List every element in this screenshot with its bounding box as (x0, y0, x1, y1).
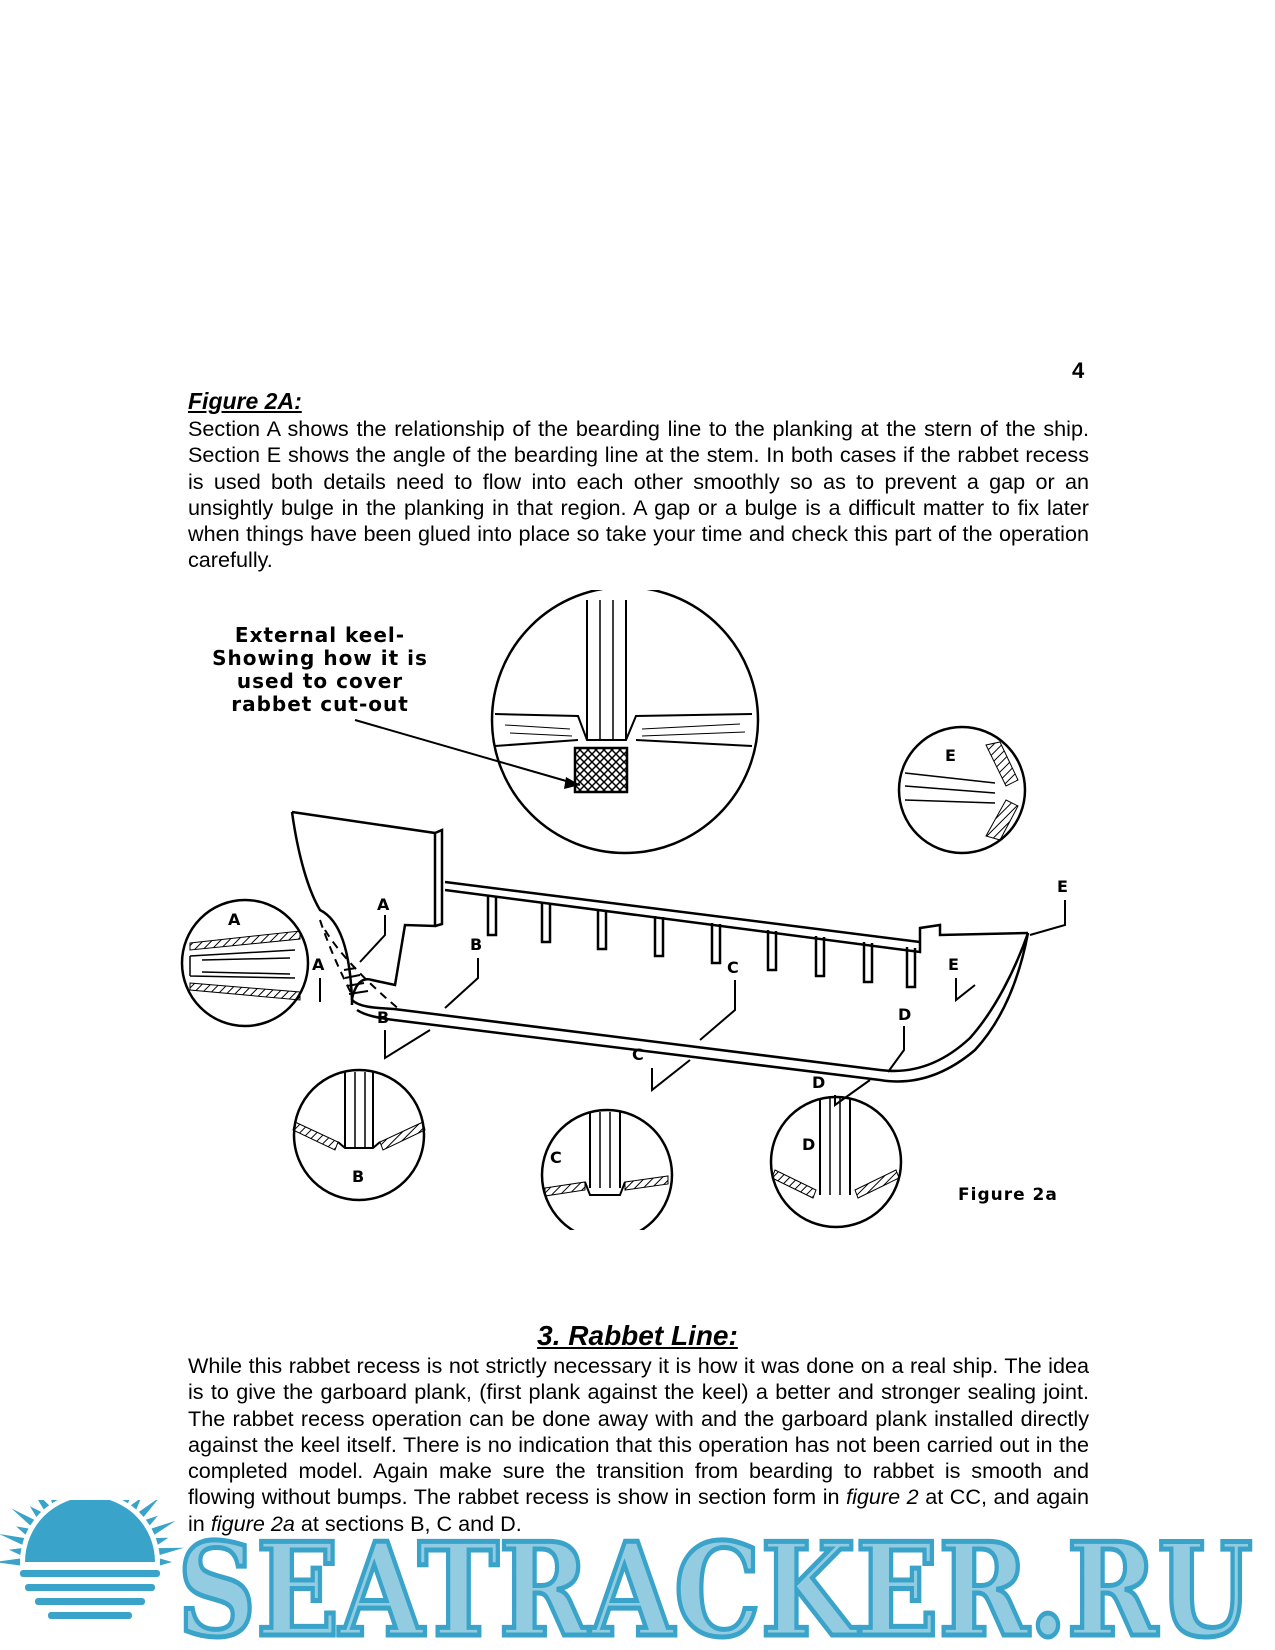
section-d-detail-circle (771, 1097, 901, 1227)
sun-ray (160, 1559, 172, 1566)
label-c-hull: C (727, 958, 739, 977)
section-b-detail-circle (293, 1070, 425, 1200)
label-c-circle: C (550, 1148, 562, 1167)
figure-heading: Figure 2A: (188, 388, 302, 414)
figure-caption: Figure 2a (958, 1185, 1058, 1205)
sun-ray (16, 1526, 28, 1534)
callout-line-2: Showing how it is (212, 646, 428, 670)
label-d-circle: D (802, 1135, 816, 1154)
label-a-left: A (312, 955, 325, 974)
paragraph-rabbet-text-3: at sections B, C and D. (294, 1510, 522, 1536)
figure-2-reference: figure 2 (846, 1484, 919, 1510)
sun-ray (9, 1548, 22, 1555)
callout-line-3: used to cover (236, 669, 404, 693)
label-d-below: D (812, 1073, 826, 1092)
paragraph-figure-2a-description: Section A shows the relationship of the bearding line to the planking at the stern of the ship. Section E shows the angle of the bearding line at the stem. In both cases if the rabbet recess is used both details need to flow into each other smoothly so as to prevent a gap or an unsightly bulge in the planking in that region. A gap or a bulge is a difficult matter to fix later when things have been glued into place so take your time and check this part of the operation carefully. (188, 416, 1089, 573)
hull-frames (488, 895, 915, 987)
sun-ray (12, 1509, 35, 1526)
label-e-stem: E (1057, 877, 1068, 896)
section-a-detail-circle (182, 900, 308, 1026)
label-b-hull: B (470, 935, 483, 954)
label-e-hull: E (948, 955, 959, 974)
label-b-below: B (377, 1008, 390, 1027)
sun-ray (131, 1500, 141, 1510)
sun-ray (49, 1500, 58, 1503)
page-number: 4 (1072, 358, 1085, 383)
sun-ray (146, 1516, 158, 1526)
seatracker-watermark (0, 1500, 1275, 1650)
sun-ray (156, 1538, 169, 1545)
label-a-circle: A (228, 910, 241, 929)
hull-section-labels (312, 877, 1068, 1105)
label-c-below: C (632, 1045, 644, 1064)
sun-ray (0, 1534, 24, 1545)
callout-line-4: rabbet cut-out (231, 692, 409, 716)
external-keel-detail-circle (492, 590, 758, 853)
label-d-hull: D (898, 1005, 912, 1024)
watermark-text: SEATRACKER.RU (177, 1516, 1253, 1650)
callout-line-1: External keel- (234, 623, 406, 647)
figure-2a-diagram (180, 590, 1080, 1230)
label-b-circle: B (352, 1167, 365, 1186)
sun-ray (30, 1506, 41, 1517)
section-c-detail-circle (542, 1110, 672, 1230)
sun-ray (152, 1521, 176, 1535)
paragraph-rabbet-text-2: at CC, and again in (188, 1484, 1089, 1536)
sun-ray (0, 1559, 20, 1566)
section-e-detail-circle (899, 727, 1025, 853)
hull-profile (292, 812, 1028, 1081)
sun-ray (139, 1500, 160, 1517)
figure-2a-reference: figure 2a (210, 1510, 295, 1536)
sun-logo-icon (0, 1500, 184, 1619)
section-title-rabbet-line: 3. Rabbet Line: (537, 1320, 738, 1351)
label-e-circle: E (945, 746, 956, 765)
paragraph-rabbet-text-1: While this rabbet recess is not strictly necessary it is how it was done on a real ship. The idea is to give the garboard plank, (first plank against the keel) a better and stronger sealing joint. The rabbet recess operation can be done away with and the garboard plank installed directly against the keel itself. There is no indication that this operation has not been carried out in the completed model. Again make sure the transition from bearding to rabbet is smooth and flowing without bumps. The rabbet recess is show in section form in (188, 1353, 1089, 1510)
label-a-hull: A (377, 895, 390, 914)
callout-arrow (355, 720, 580, 789)
